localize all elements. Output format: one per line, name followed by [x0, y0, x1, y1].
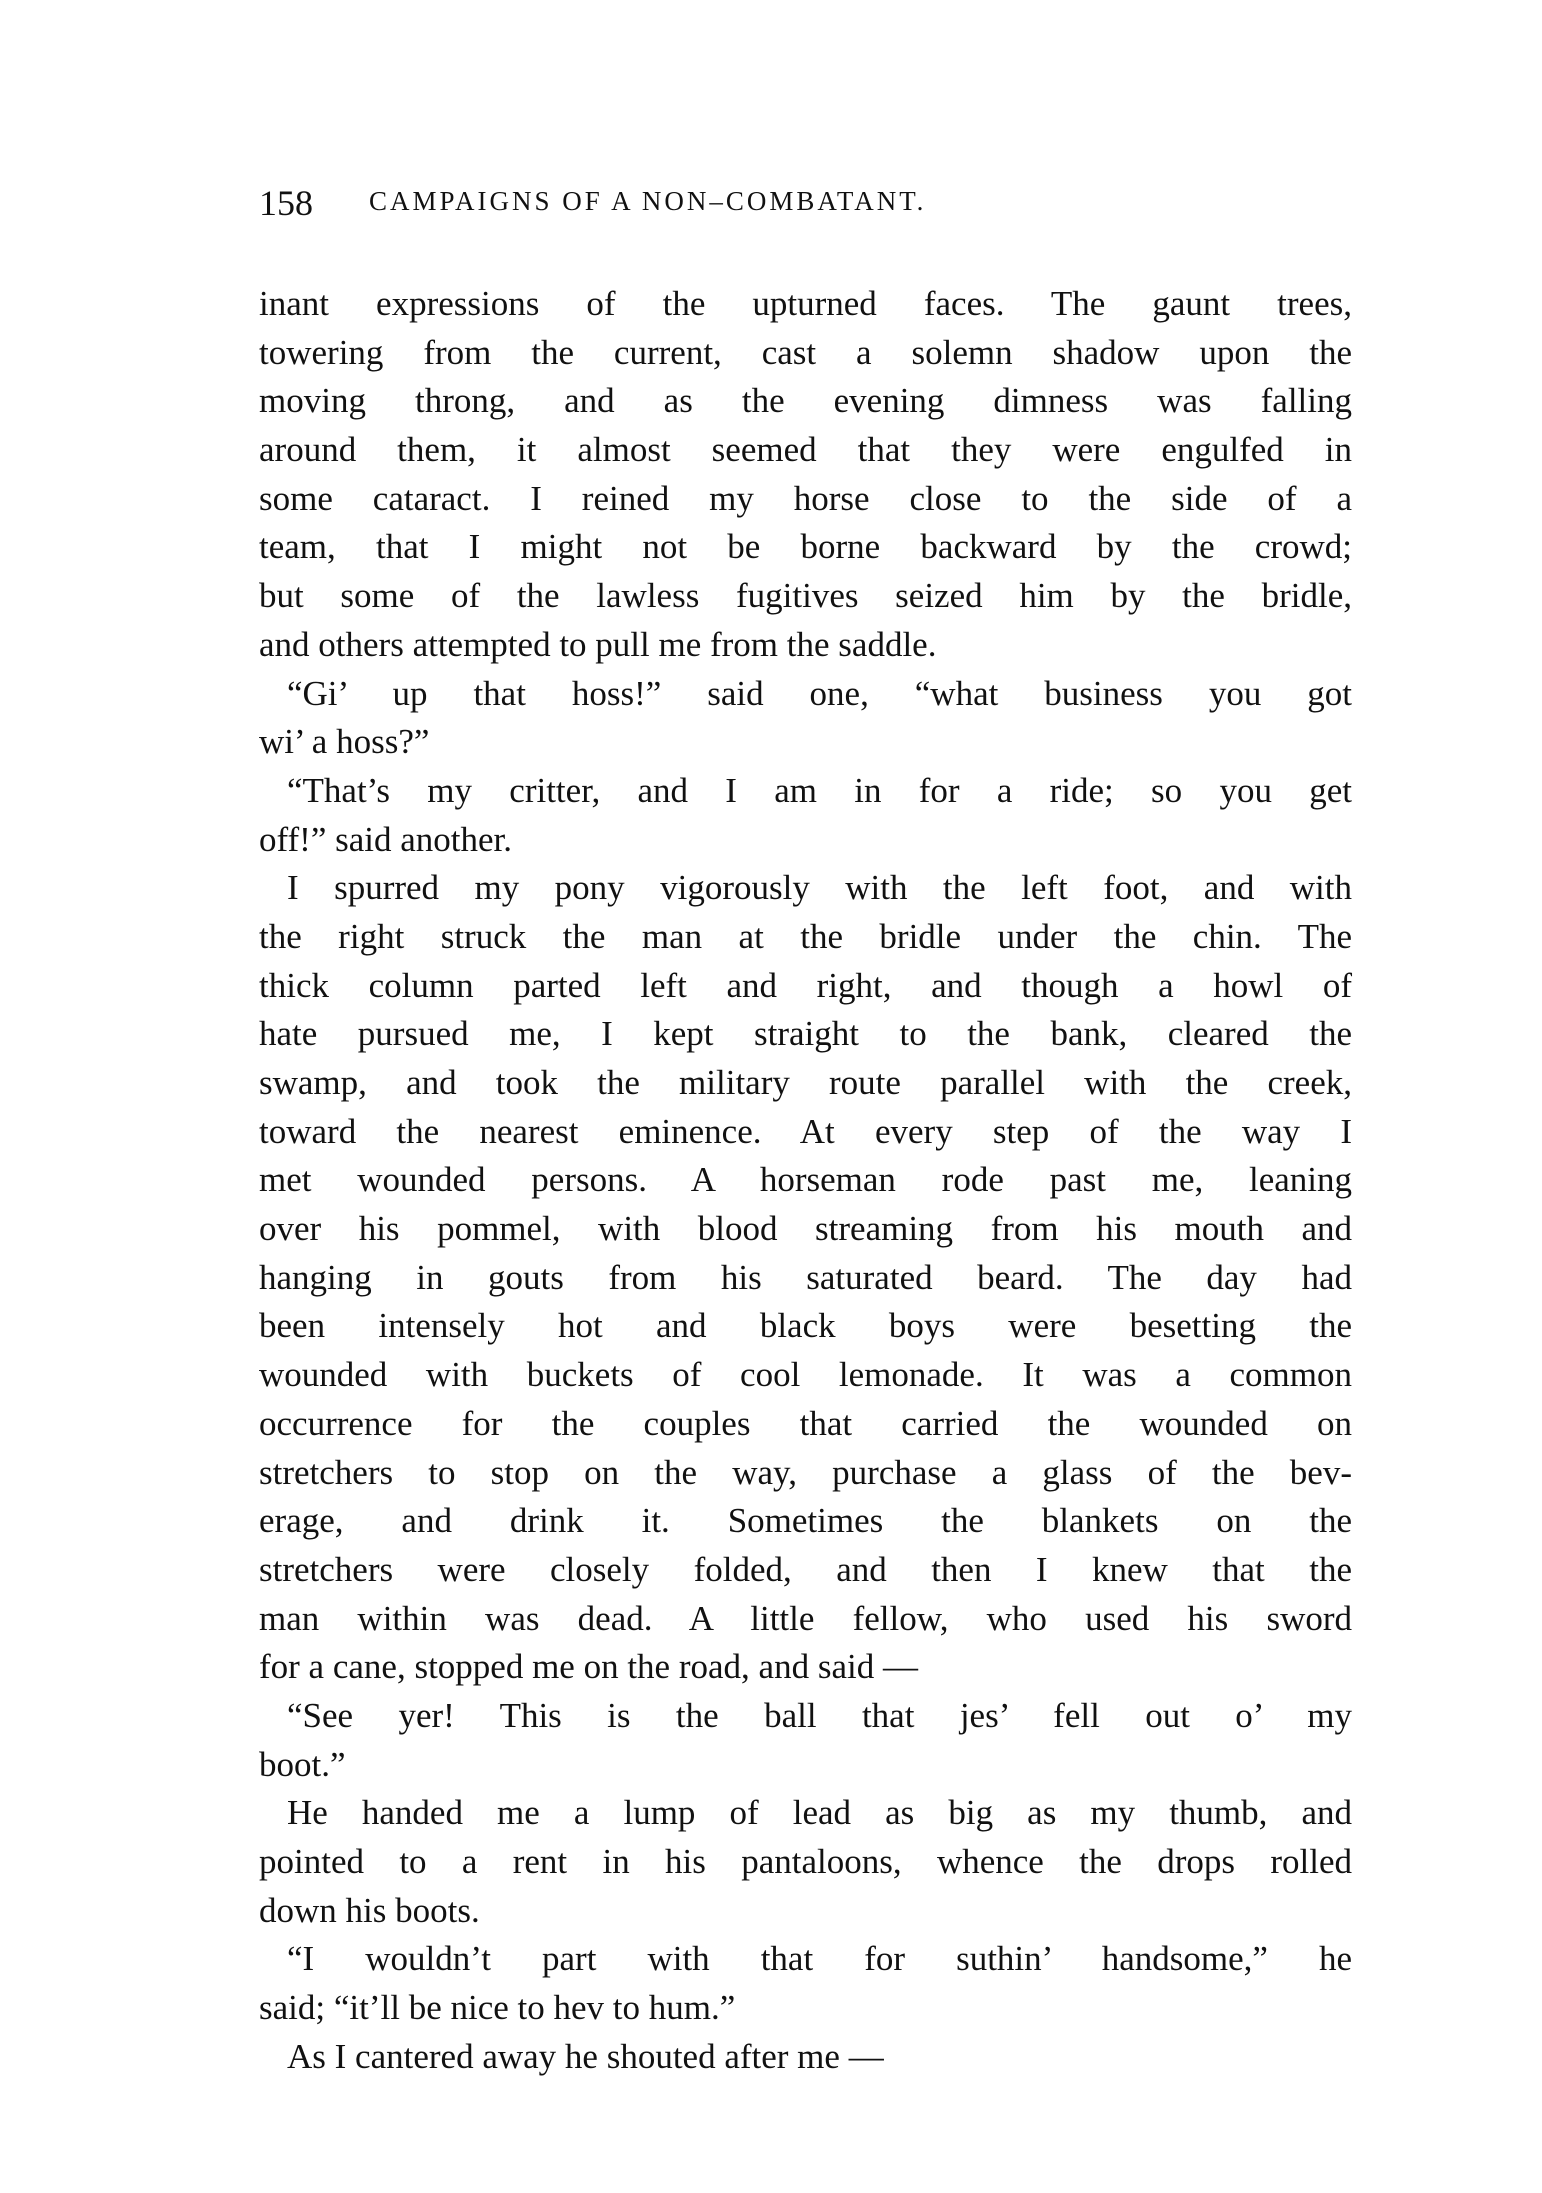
text-line	[259, 864, 1352, 913]
text-line-content: stretchers to stop on the way, purchase a glass of the bev-	[259, 1452, 1352, 1492]
text-line	[259, 1741, 1352, 1790]
text-line	[259, 475, 1352, 524]
text-line-content: toward the nearest eminence. At every step of the way I	[259, 1111, 1352, 1151]
text-line-content: erage, and drink it. Sometimes the blankets on the	[259, 1501, 1352, 1541]
text-line-content: pointed to a rent in his pantaloons, whence the drops rolled	[259, 1842, 1352, 1881]
text-line	[259, 1108, 1352, 1157]
page-header	[259, 182, 1352, 232]
text-line-content: stretchers were closely folded, and then I knew that the	[259, 1549, 1352, 1589]
text-line	[259, 1449, 1352, 1498]
text-line	[259, 1351, 1352, 1400]
text-line-content: inant expressions of the upturned faces. The gaunt trees,	[259, 284, 1352, 323]
page-number: 158	[259, 183, 313, 223]
text-line	[259, 523, 1352, 572]
text-line-content: met wounded persons. A horseman rode past me, leaning	[259, 1160, 1352, 1200]
text-line	[259, 670, 1352, 719]
text-line-content: “I wouldn’t part with that for suthin’ handsome,” he	[287, 1939, 1352, 1979]
text-line	[259, 2033, 1352, 2082]
text-line	[259, 1156, 1352, 1205]
text-line-content: for a cane, stopped me on the road, and said —	[259, 1647, 918, 1687]
text-line	[259, 621, 1352, 670]
text-line-content: man within was dead. A little fellow, who used his sword	[259, 1598, 1352, 1638]
text-line-content: occurrence for the couples that carried the wounded on	[259, 1403, 1352, 1443]
text-line	[259, 1643, 1352, 1692]
text-line	[259, 1887, 1352, 1936]
text-line-content: hate pursued me, I kept straight to the bank, cleared the	[259, 1014, 1352, 1054]
text-line-content: swamp, and took the military route parallel with the creek,	[259, 1063, 1352, 1102]
text-line-content: around them, it almost seemed that they were engulfed in	[259, 430, 1352, 470]
text-line-content: wi’ a hoss?”	[259, 722, 430, 762]
text-line	[259, 1059, 1352, 1108]
text-line	[259, 816, 1352, 865]
text-line-content: thick column parted left and right, and though a howl of	[259, 965, 1352, 1005]
text-line	[259, 962, 1352, 1011]
text-line	[259, 1935, 1352, 1984]
text-line-content: off!” said another.	[259, 819, 513, 859]
text-line-content: hanging in gouts from his saturated beard. The day had	[259, 1257, 1352, 1297]
text-line	[259, 1984, 1352, 2033]
text-line-content: wounded with buckets of cool lemonade. It was a common	[259, 1355, 1352, 1395]
text-line	[259, 1546, 1352, 1595]
text-line-content: and others attempted to pull me from the saddle.	[259, 624, 937, 664]
text-line	[259, 1205, 1352, 1254]
text-line	[259, 1789, 1352, 1838]
text-line	[259, 1595, 1352, 1644]
text-line-content: boot.”	[259, 1744, 346, 1784]
text-line	[259, 1497, 1352, 1546]
text-line	[259, 1692, 1352, 1741]
text-line	[259, 1254, 1352, 1303]
text-line-content: He handed me a lump of lead as big as my thumb, and	[287, 1793, 1352, 1833]
text-line	[259, 426, 1352, 475]
text-line	[259, 767, 1352, 816]
text-line	[259, 572, 1352, 621]
text-line-content: moving throng, and as the evening dimness was falling	[259, 381, 1352, 421]
text-line	[259, 1302, 1352, 1351]
text-line-content: but some of the lawless fugitives seized him by the bridle,	[259, 576, 1352, 616]
body-text	[259, 280, 1352, 2081]
text-line-content: been intensely hot and black boys were besetting the	[259, 1306, 1352, 1346]
text-line-content: team, that I might not be borne backward by the crowd;	[259, 527, 1352, 567]
text-line-content: “Gi’ up that hoss!” said one, “what business you got	[287, 673, 1352, 713]
text-line-content: said; “it’ll be nice to hev to hum.”	[259, 1988, 736, 2028]
text-line	[259, 329, 1352, 378]
text-line	[259, 1400, 1352, 1449]
text-line-content: As I cantered away he shouted after me —	[287, 2036, 884, 2076]
text-line-content: “That’s my critter, and I am in for a ride; so you get	[287, 770, 1352, 810]
text-line-content: some cataract. I reined my horse close to the side of a	[259, 478, 1352, 518]
text-line	[259, 1010, 1352, 1059]
text-line	[259, 718, 1352, 767]
text-line	[259, 1838, 1352, 1887]
text-line-content: I spurred my pony vigorously with the left foot, and with	[287, 868, 1352, 908]
text-line	[259, 377, 1352, 426]
text-line-content: towering from the current, cast a solemn shadow upon the	[259, 332, 1352, 372]
text-line	[259, 913, 1352, 962]
text-line-content: over his pommel, with blood streaming from his mouth and	[259, 1209, 1352, 1249]
text-line-content: down his boots.	[259, 1890, 480, 1930]
text-line	[259, 280, 1352, 329]
text-line-content: the right struck the man at the bridle under the chin. The	[259, 916, 1352, 956]
running-title: CAMPAIGNS OF A NON–COMBATANT.	[369, 186, 927, 216]
text-line-content: “See yer! This is the ball that jes’ fell out o’ my	[287, 1695, 1352, 1735]
